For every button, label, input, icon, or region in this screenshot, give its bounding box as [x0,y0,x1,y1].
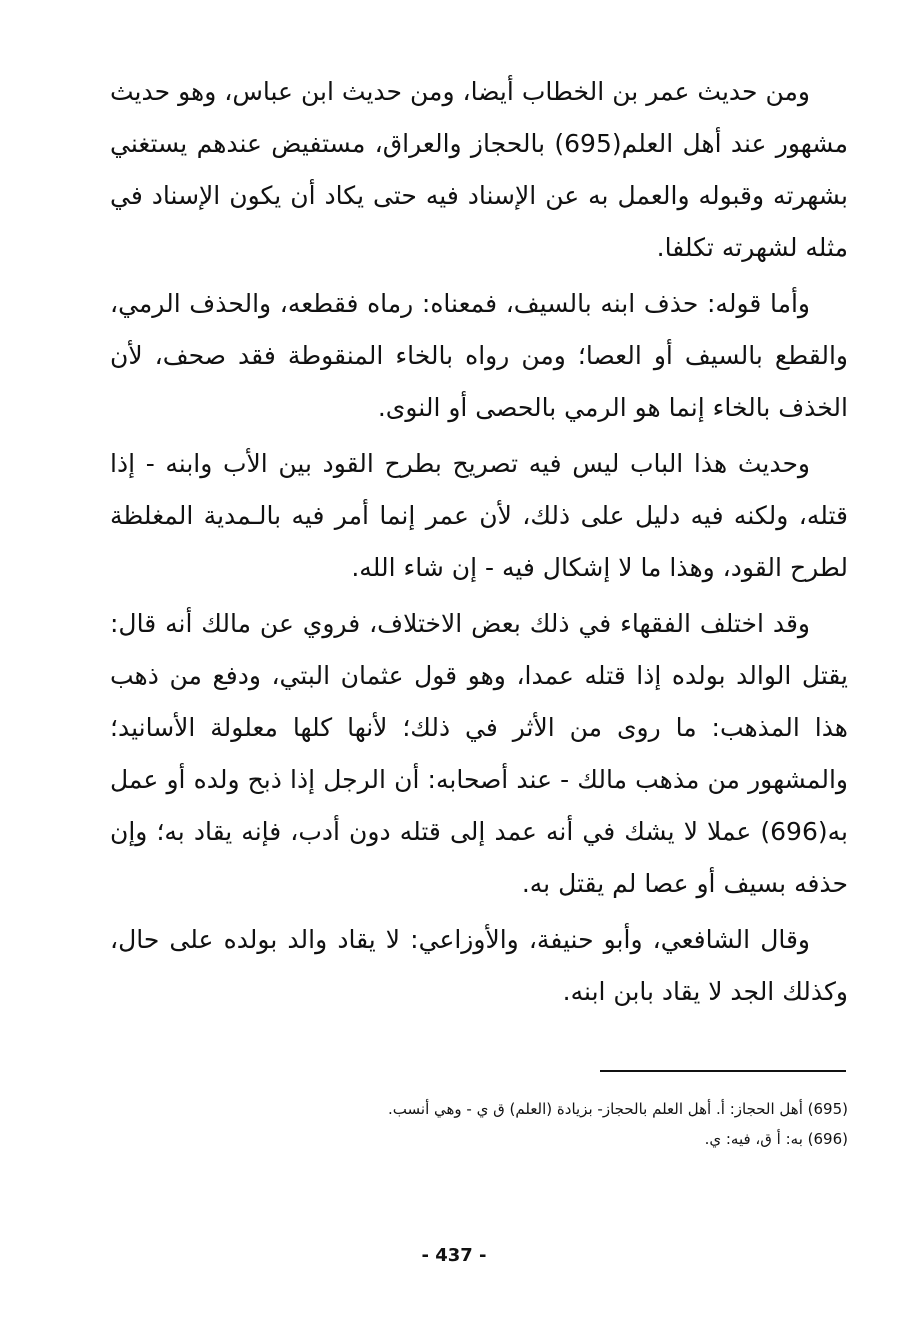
footnote-separator [600,1070,846,1072]
page-number: - 437 - [421,1245,487,1266]
footnote-696: (696) به: أ ق، فيه: ي. [704,1130,848,1148]
footnote-695: (695) أهل الحجاز: أ. أهل العلم بالحجاز- بزيادة (العلم) ق ي - وهي أنسب. [388,1100,848,1118]
paragraph-3: وحديث هذا الباب ليس فيه تصريح بطرح القود بين الأب وابنه - إذا قتله، ولكنه فيه دليل على ذلك، لأن عمر إنما أمر فيه بالـمدية المغلظة لطرح القود، وهذا ما لا إشكال فيه - إن شاء الله. [110,449,848,582]
main-text [110,66,848,1018]
paragraph-2: وأما قوله: حذف ابنه بالسيف، فمعناه: رماه فقطعه، والحذف الرمي، والقطع بالسيف أو العصا؛ ومن رواه بالخاء المنقوطة فقد صحف، لأن الخذف بالخاء إنما هو الرمي بالحصى أو النوى. [110,289,848,422]
paragraph-4: وقد اختلف الفقهاء في ذلك بعض الاختلاف، فروي عن مالك أنه قال: يقتل الوالد بولده إذا قتله عمدا، وهو قول عثمان البتي، ودفع من ذهب هذا المذهب: ما روى من الأثر في ذلك؛ لأنها كلها معلولة الأسانيد؛ والمشهور من مذهب مالك - عند أصحابه: أن الرجل إذا ذبح ولده أو عمل به(696) عملا لا يشك في أنه عمد إلى قتله دون أدب، فإنه يقاد به؛ وإن حذفه بسيف أو عصا لم يقتل به. [110,609,848,898]
paragraph-5: وقال الشافعي، وأبو حنيفة، والأوزاعي: لا يقاد والد بولده على حال، وكذلك الجد لا يقاد بابن ابنه. [110,925,848,1006]
paragraph-1: ومن حديث عمر بن الخطاب أيضا، ومن حديث ابن عباس، وهو حديث مشهور عند أهل العلم(695) بالحجاز والعراق، مستفيض عندهم يستغني بشهرته وقبوله والعمل به عن الإسناد فيه حتى يكاد أن يكون الإسناد في مثله لشهرته تكلفا. [110,77,848,262]
footnotes [200,1094,848,1154]
